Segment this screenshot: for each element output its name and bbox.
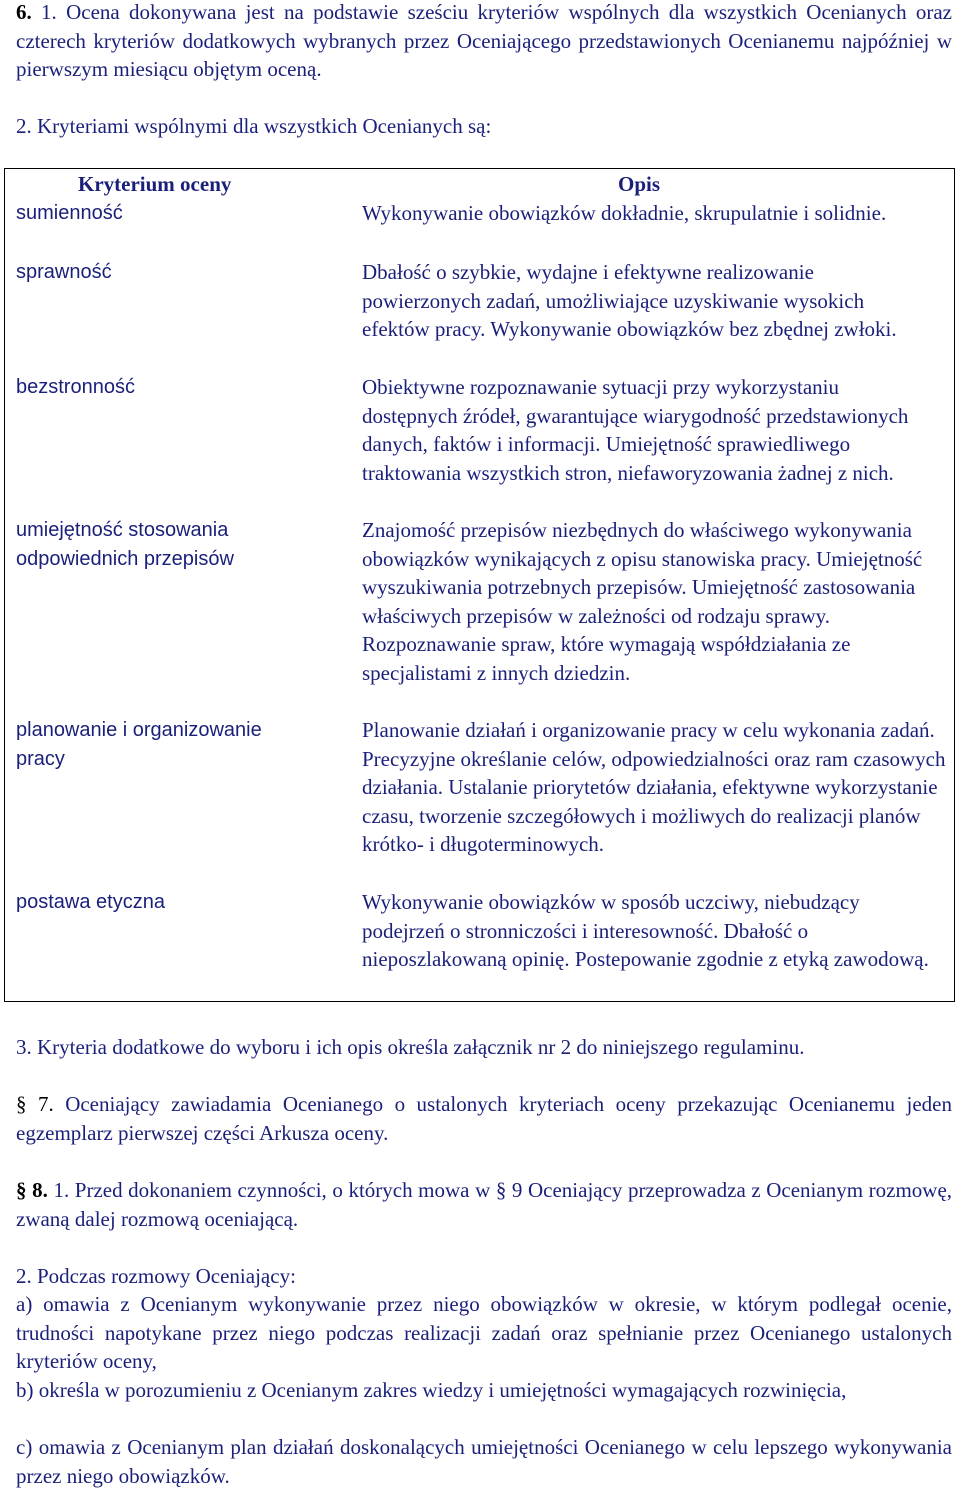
list-item-b: b) określa w porozumieniu z Ocenianym zakres wiedzy i umiejętności wymagających rozwinięcia, [16, 1378, 847, 1402]
paragraph-6-1 [16, 0, 952, 84]
description-cell: Planowanie działań i organizowanie pracy w celu wykonania zadań. Precyzyjne określanie celów, odpowiedzialności oraz ram czasowych działania. Ustalanie priorytetów działania, efektywne wykorzystanie czasu, tworzenie szczegółowych i możliwych do realizacji planów krótko- i długoterminowych. [362, 718, 946, 857]
description-cell: Dbałość o szybkie, wydajne i efektywne realizowanie powierzonych zadań, umożliwiające uzyskiwanie wysokich efektów pracy. Wykonywanie obowiązków bez zbędnej zwłoki. [362, 260, 897, 342]
criterion-cell: planowanie i organizowanie pracy [16, 719, 262, 770]
criterion-cell: sumienność [16, 202, 123, 224]
paragraph-6-1-text: 1. Ocena dokonywana jest na podstawie sześciu kryteriów wspólnych dla wszystkich Ocenianych oraz czterech kryteriów dodatkowych wybranych przez Oceniającego przedstawionych Ocenianemu najpóźniej w pierwszym miesiącu objętym oceną. [16, 0, 952, 82]
description-cell: Znajomość przepisów niezbędnych do właściwego wykonywania obowiązków wynikających z opisu stanowiska pracy. Umiejętność wyszukiwania potrzebnych przepisów. Umiejętność zastosowania właściwych przepisów w zależności od rodzaju sprawy. Rozpoznawanie spraw, które wymagają współdziałania ze specjalistami z innych dziedzin. [362, 518, 923, 685]
section-7-marker: § 7. [16, 1092, 54, 1116]
section-6-marker: 6. [16, 0, 32, 24]
criteria-table [4, 168, 955, 1002]
description-cell: Wykonywanie obowiązków w sposób uczciwy, niebudzący podejrzeń o stronniczości i interesowność. Dbałość o nieposzlakowaną opinię. Postepowanie zgodnie z etyką zawodową. [362, 890, 929, 972]
criterion-cell: umiejętność stosowania odpowiednich przepisów [16, 519, 234, 570]
description-cell: Wykonywanie obowiązków dokładnie, skrupulatnie i solidnie. [362, 201, 887, 225]
paragraph-6-3: 3. Kryteria dodatkowe do wyboru i ich opis określa załącznik nr 2 do niniejszego regulaminu. [16, 1035, 805, 1059]
paragraph-8-1-text: 1. Przed dokonaniem czynności, o których mowa w § 9 Oceniający przeprowadza z Ocenianym rozmowę, zwaną dalej rozmową oceniającą. [16, 1178, 953, 1231]
criterion-cell: postawa etyczna [16, 891, 165, 913]
table-header-description: Opis [618, 172, 661, 196]
section-8-marker: § 8. [16, 1178, 48, 1202]
paragraph-8-2-intro: 2. Podczas rozmowy Oceniający: [16, 1264, 296, 1288]
list-item-a: a) omawia z Ocenianym wykonywanie przez niego obowiązków w okresie, w którym podlegał ocenie, trudności napotykane przez niego podczas realizacji zadań oraz spełnianie przez Ocenianego ustalonych kryteriów oceny, [16, 1292, 952, 1374]
paragraph-7 [16, 1090, 952, 1147]
paragraph-6-2: 2. Kryteriami wspólnymi dla wszystkich Ocenianych są: [16, 114, 492, 138]
table-header-criterion: Kryterium oceny [78, 172, 232, 196]
criterion-cell: bezstronność [16, 376, 135, 398]
list-item-c: c) omawia z Ocenianym plan działań doskonalących umiejętności Ocenianego w celu lepszego wykonywania przez niego obowiązków. [16, 1435, 952, 1488]
description-cell: Obiektywne rozpoznawanie sytuacji przy wykorzystaniu dostępnych źródeł, gwarantujące wiarygodność przedstawionych danych, faktów i informacji. Umiejętność sprawiedliwego traktowania wszystkich stron, niefaworyzowania żadnej z nich. [362, 375, 909, 485]
paragraph-7-text: Oceniający zawiadamia Ocenianego o ustalonych kryteriach oceny przekazując Ocenianemu jeden egzemplarz pierwszej części Arkusza oceny. [16, 1092, 952, 1145]
criterion-cell: sprawność [16, 261, 112, 283]
paragraph-8-1 [16, 1176, 952, 1233]
